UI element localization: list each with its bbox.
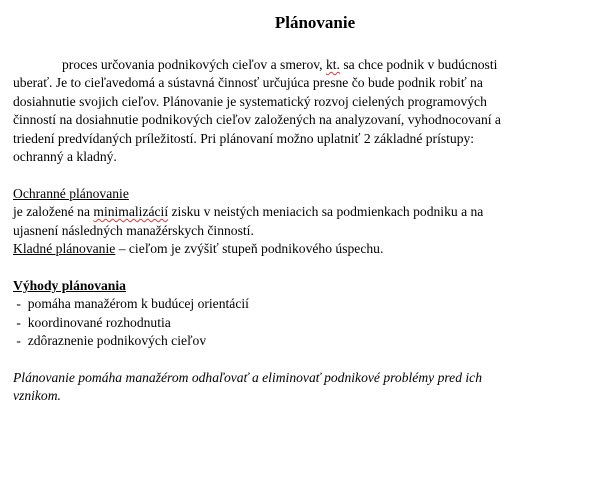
list-item: - zdôraznenie podnikových cieľov <box>13 333 207 349</box>
intro-line-6: ochranný a kladný. <box>13 149 117 165</box>
intro-line-5: triedení predvídaných príležitostí. Pri plánovaní možno uplatniť 2 základné prístupy: <box>13 130 475 146</box>
advantages-heading: Výhody plánovania <box>13 277 126 293</box>
list-item: - koordinované rozhodnutia <box>13 314 171 330</box>
spacer <box>13 166 601 184</box>
list-item: - pomáha manažérom k budúcej orientácií <box>13 296 249 312</box>
spacer <box>13 258 601 276</box>
protective-line-1-end: zisku v neistých meniacich sa podmienkach podniku a na <box>168 204 484 220</box>
protective-line-1 <box>13 203 601 221</box>
intro-line-1-start: proces určovania podnikových cieľov a smerov, <box>62 57 326 72</box>
positive-heading: Kladné plánovanie <box>13 241 116 257</box>
intro-line-3: dosiahnutie svojich cieľov. Plánovanie je systematický rozvoj cielených programových <box>13 93 487 109</box>
spacer <box>13 350 601 368</box>
positive-text: – cieľom je zvýšiť stupeň podnikového úspechu. <box>115 241 384 257</box>
advantages-heading-line <box>13 277 601 295</box>
spellcheck-word-kt: kt. <box>325 57 340 72</box>
document-body <box>13 56 601 406</box>
conclusion-line-2: vznikom. <box>13 388 61 404</box>
intro-line-1 <box>13 56 601 74</box>
protective-heading: Ochranné plánovanie <box>13 185 129 201</box>
protective-line-2: ujasnení následných manažérskych činností. <box>13 222 254 238</box>
conclusion-line-1: Plánovanie pomáha manažérom odhaľovať a eliminovať podnikové problémy pred ich <box>13 369 482 385</box>
spellcheck-word-minimalizacii: minimalizácií <box>93 204 169 220</box>
document-title: Plánovanie <box>274 13 356 32</box>
intro-line-2: uberať. Je to cieľavedomá a sústavná činnosť určujúca presne čo bude podnik robiť na <box>13 75 483 91</box>
intro-line-4: činností na dosiahnutie podnikových cieľov založených na analyzovaní, vyhodnocovaní a <box>13 112 501 128</box>
protective-line-1-start: je založené na <box>13 204 94 220</box>
intro-line-1-end: sa chce podnik v budúcnosti <box>339 57 498 72</box>
positive-line <box>13 240 601 258</box>
protective-heading-line <box>13 185 601 203</box>
